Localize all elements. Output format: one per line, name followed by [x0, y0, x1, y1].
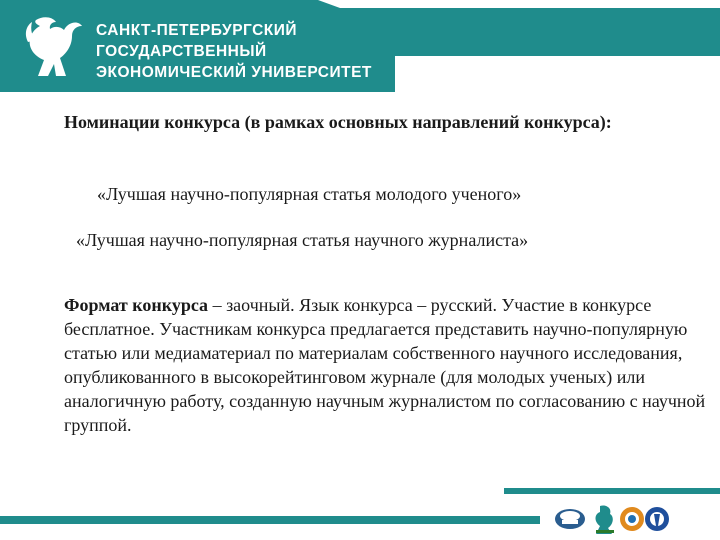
nominations-heading: Номинации конкурса (в рамках основных направлений конкурса):: [64, 112, 612, 132]
format-text: – заочный. Язык конкурса – русский. Участие в конкурсе бесплатное. Участникам конкурса предлагается представить научно-популярную статью или медиаматериал по материалам собственного научного исследования, опубликованного в высокорейтинговом журнале (для молодых ученых) или аналогичную работу, созданную научным журналистом по согласованию с научной группой.: [64, 295, 706, 435]
university-name-line: ГОСУДАРСТВЕННЫЙ: [96, 43, 267, 60]
partner-logos: [552, 502, 672, 536]
nomination-item: «Лучшая научно-популярная статья научного журналиста»: [76, 230, 529, 250]
griffin-logo-icon: [22, 14, 88, 84]
format-paragraph: [64, 293, 714, 437]
nomination-item: «Лучшая научно-популярная статья молодого ученого»: [97, 184, 522, 204]
university-name-line: САНКТ-ПЕТЕРБУРГСКИЙ: [96, 22, 298, 39]
blue-circle-emblem-icon: [645, 507, 669, 531]
orange-circle-emblem-icon: [620, 507, 644, 531]
globe-emblem-icon: [555, 509, 585, 529]
header-banner: [0, 0, 720, 92]
griffin-emblem-icon: [596, 505, 615, 534]
university-name-line: ЭКОНОМИЧЕСКИЙ УНИВЕРСИТЕТ: [96, 64, 372, 81]
format-label: Формат конкурса: [64, 295, 209, 315]
university-name: [96, 20, 372, 83]
